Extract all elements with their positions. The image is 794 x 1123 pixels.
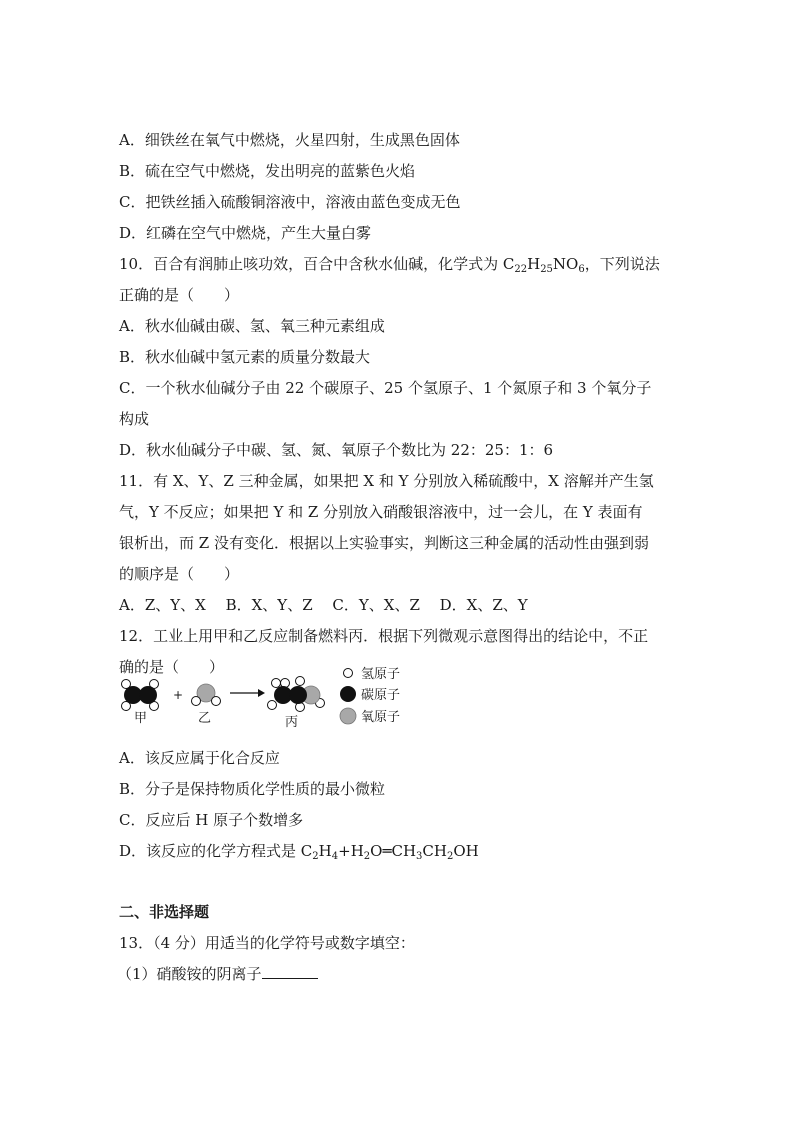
q12-option-d xyxy=(119,841,479,861)
q10-stem-post: ，下列说法 xyxy=(584,255,660,273)
molecule-bing xyxy=(268,677,325,731)
diagram-legend xyxy=(340,667,400,725)
molecule-yi xyxy=(192,684,221,726)
q11-stem-line4: 的顺序是（ ） xyxy=(119,565,240,583)
q12-equation: $C_2H_4+H_2O═CH_3CH_2OH$ xyxy=(300,842,479,862)
carbon-atom xyxy=(139,686,157,704)
q10-option-c-cont: 构成 xyxy=(119,410,150,428)
legend-oxygen-label: 氧原子 xyxy=(361,710,401,725)
hydrogen-atom xyxy=(268,701,277,710)
hydrogen-atom xyxy=(192,697,201,706)
q9-option-a: A．细铁丝在氧气中燃烧，火星四射，生成黑色固体 xyxy=(119,131,460,149)
legend-hydrogen-label: 氢原子 xyxy=(361,667,401,682)
legend-hydrogen-marker xyxy=(344,669,353,678)
molecule-jia xyxy=(122,680,159,727)
q10-option-c: C．一个秋水仙碱分子由 22 个碳原子、25 个氢原子、1 个氮原子和 3 个氧分子 xyxy=(119,379,652,397)
answer-blank[interactable] xyxy=(262,964,318,979)
reaction-arrow xyxy=(230,689,265,697)
q9-option-b: B．硫在空气中燃烧，发出明亮的蓝紫色火焰 xyxy=(119,162,416,180)
hydrogen-atom xyxy=(272,679,281,688)
q10-stem-line2: 正确的是（ ） xyxy=(119,286,240,304)
label-bing: 丙 xyxy=(285,715,299,730)
legend-oxygen-marker xyxy=(340,708,356,724)
carbon-atom xyxy=(289,686,307,704)
reaction-diagram xyxy=(118,658,413,734)
q12-stem-line1: 12．工业上用甲和乙反应制备燃料丙．根据下列微观示意图得出的结论中，不正 xyxy=(119,627,649,645)
plus-sign: + xyxy=(173,688,184,702)
q12-stem-line2: 确的是（ ） xyxy=(119,658,225,676)
q11-options: A．Z、Y、X B．X、Y、Z C．Y、X、Z D．X、Z、Y xyxy=(119,596,528,614)
q12-option-c: C．反应后 H 原子个数增多 xyxy=(119,811,304,829)
q9-option-d: D．红磷在空气中燃烧，产生大量白雾 xyxy=(119,224,372,242)
q13-part1-text: （1）硝酸铵的阴离子 xyxy=(117,965,262,983)
q10-option-b: B．秋水仙碱中氢元素的质量分数最大 xyxy=(119,348,371,366)
q10-stem-pre: 10．百合有润肺止咳功效，百合中含秋水仙碱，化学式为 xyxy=(119,255,499,273)
q10-formula: $C_{22}H_{25}NO_6$ xyxy=(502,255,585,275)
q9-option-c: C．把铁丝插入硫酸铜溶液中，溶液由蓝色变成无色 xyxy=(119,193,461,211)
q13-part1 xyxy=(117,964,318,984)
q11-stem-line3: 银析出，而 Z 没有变化．根据以上实验事实，判断这三种金属的活动性由强到弱 xyxy=(119,534,649,552)
legend-carbon-label: 碳原子 xyxy=(361,688,401,703)
legend-carbon-marker xyxy=(340,686,356,702)
q12-option-a: A．该反应属于化合反应 xyxy=(119,749,280,767)
hydrogen-atom xyxy=(296,677,305,686)
q10-stem xyxy=(119,254,660,274)
q11-stem-line1: 11．有 X、Y、Z 三种金属，如果把 X 和 Y 分别放入稀硫酸中，X 溶解并产生氢 xyxy=(119,472,654,490)
q10-option-d: D．秋水仙碱分子中碳、氢、氮、氧原子个数比为 22：25：1：6 xyxy=(119,441,554,459)
q12-option-d-text: D．该反应的化学方程式是 xyxy=(119,842,301,860)
label-jia: 甲 xyxy=(134,711,148,726)
q10-option-a: A．秋水仙碱由碳、氢、氧三种元素组成 xyxy=(119,317,385,335)
section-title: 二、非选择题 xyxy=(119,903,210,921)
q13-stem: 13．（4 分）用适当的化学符号或数字填空： xyxy=(119,934,415,952)
q12-option-b: B．分子是保持物质化学性质的最小微粒 xyxy=(119,780,386,798)
label-yi: 乙 xyxy=(198,711,212,726)
hydrogen-atom xyxy=(212,697,221,706)
q11-stem-line2: 气，Y 不反应；如果把 Y 和 Z 分别放入硝酸银溶液中，过一会儿，在 Y 表面有 xyxy=(119,503,643,521)
